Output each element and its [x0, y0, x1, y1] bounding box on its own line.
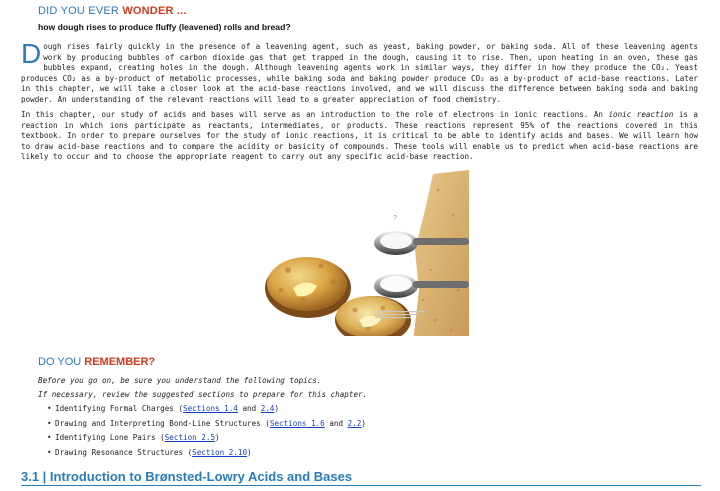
topic-text: Drawing Resonance Structures ( — [55, 447, 193, 457]
list-item — [47, 431, 366, 446]
intro-paragraph-2 — [21, 110, 698, 163]
bullet-icon: • — [47, 404, 52, 413]
topic-text: Identifying Formal Charges ( — [55, 404, 184, 413]
list-item — [47, 402, 366, 417]
section-link[interactable]: 2.2 — [347, 418, 362, 428]
ionic-reaction-term: ionic reaction — [608, 110, 674, 119]
intro-paragraph-2-text-b: is a reaction in which ions participate as reactants, intermediates, or products. These reactions represent 95% of the reactions covered in this textbook. In order to prepare ourselves for the study of ionic reactions, it is critical to be able to identify acids and bases. We will learn how to draw acid-base reactions and to compare the acidity or basicity of compounds. These tools will enable us to predict when acid-base reactions are likely to occur and to choose the appropriate reagent to carry out any specific acid-base reaction. — [21, 110, 699, 162]
wonder-heading-emphasis: WONDER ... — [122, 5, 187, 17]
do-you-remember-heading — [38, 356, 155, 368]
leavening-photo — [263, 170, 469, 342]
bullet-icon: • — [47, 433, 52, 442]
list-item — [47, 417, 366, 432]
section-divider — [21, 485, 701, 486]
topic-text: Drawing and Interpreting Bond-Line Structures ( — [55, 418, 270, 428]
section-link[interactable]: Sections 1.4 — [183, 404, 238, 413]
section-link[interactable]: Section 2.10 — [192, 447, 248, 457]
bullet-icon: • — [47, 447, 52, 457]
remember-intro — [38, 374, 367, 402]
remember-line-2: If necessary, review the suggested sections to prepare for this chapter. — [38, 390, 368, 399]
drop-cap: D — [21, 38, 42, 69]
wonder-question: how dough rises to produce fluffy (leavened) rolls and bread? — [38, 22, 291, 32]
bullet-icon: • — [47, 418, 52, 428]
remember-heading-emphasis: REMEMBER? — [84, 356, 156, 368]
topic-close: ) — [215, 433, 220, 442]
section-heading: 3.1 | Introduction to Brønsted-Lowry Acids and Bases — [21, 469, 353, 484]
topic-conjunction: and — [237, 404, 261, 413]
intro-paragraph-1-text: ough rises fairly quickly in the presence of a leavening agent, such as yeast, baking powder, or baking soda. All of these leavening agents work by producing bubbles of carbon dioxide gas that get trapped in the dough, causing it to rise. Then, upon heating in an oven, these gas bubbles expand, creating holes in the dough. Although leavening agents work in similar ways, they differ in how they produce the CO₂. Yeast produces CO₂ as a by-product of metabolic processes, while baking soda and baking powder produce CO₂ as a by-product of acid-base reactions. Later in this chapter, we will take a closer look at the acid-base reactions involved, and we will discuss the difference between baking soda and baking powder. An understanding of the relevant reactions will lead to a greater appreciation of food chemistry. — [21, 42, 698, 104]
topic-close: ) — [361, 418, 366, 428]
section-link[interactable]: Sections 1.6 — [269, 418, 325, 428]
intro-paragraph-1 — [21, 38, 698, 106]
topic-close: ) — [274, 404, 280, 413]
svg-text:?: ? — [393, 215, 397, 222]
topic-close: ) — [247, 447, 252, 457]
review-topics-list — [47, 402, 366, 460]
did-you-ever-wonder-heading — [38, 5, 187, 17]
remember-heading-prefix: DO YOU — [38, 356, 85, 368]
intro-paragraph-2-text-a: In this chapter, our study of acids and bases will serve as an introduction to the role of electrons in ionic reactions. An — [21, 110, 609, 119]
section-link[interactable]: Section 2.5 — [164, 433, 216, 442]
topic-conjunction: and — [324, 418, 348, 428]
remember-line-1: Before you go on, be sure you understand the following topics. — [38, 376, 322, 385]
section-link[interactable]: 2.4 — [260, 404, 275, 413]
wonder-heading-prefix: DID YOU EVER — [38, 5, 123, 17]
list-item — [47, 446, 366, 461]
topic-text: Identifying Lone Pairs ( — [55, 433, 165, 442]
